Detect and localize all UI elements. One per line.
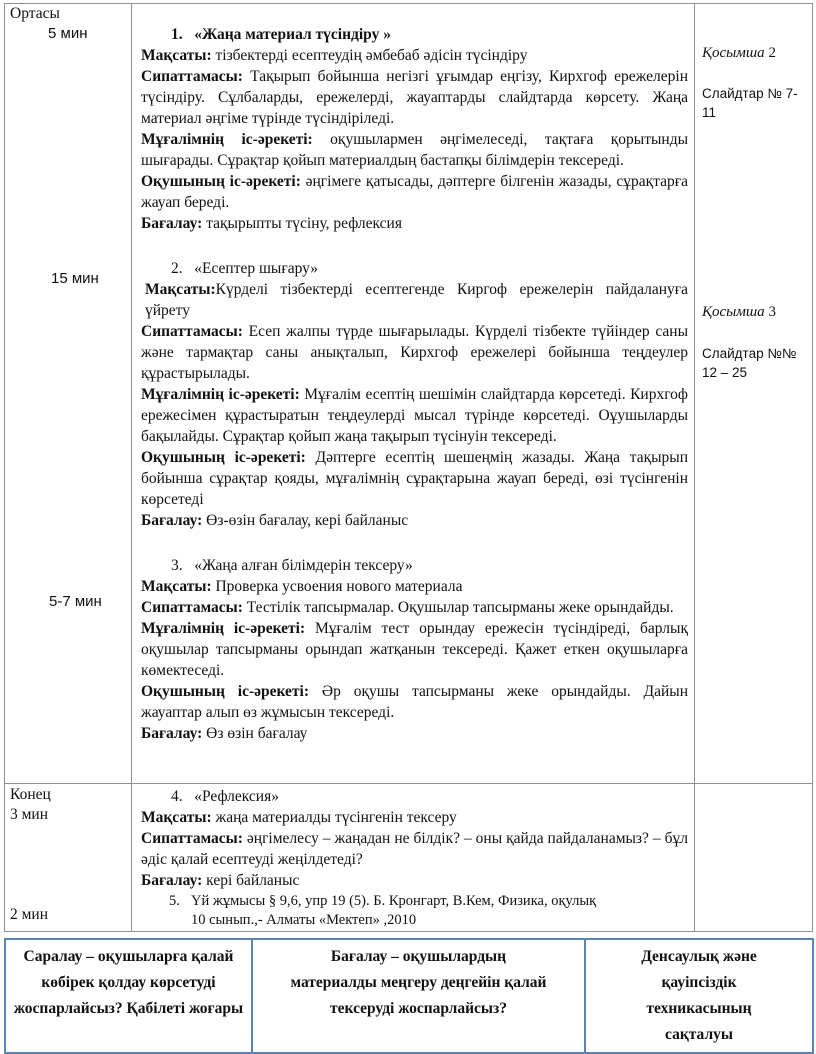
student-label: Оқушының іс-әрекеті: — [141, 449, 306, 466]
resource-2: Қосымша 3 — [702, 304, 776, 320]
resources-cell-end — [695, 784, 813, 932]
teacher-text: оқушылармен әңгімелеседі, тақтаға қорытынды шығарады. Сұрақтар қойып материалдың бастапқы білімдерін тексереді. — [141, 131, 688, 169]
time-label: 5 мин — [48, 25, 88, 42]
resource-2-slides: Слайдтар №№ 12 – 25 — [702, 346, 797, 380]
health-safety-cell: Денсаулық және қауіпсіздік техникасының сақталуы — [585, 939, 813, 1053]
resources-cell — [695, 4, 813, 784]
time-label: 5-7 мин — [49, 593, 102, 610]
assessment-text: кері байланыс — [202, 872, 300, 889]
goal-text: Күрделі тізбектерді есептегенде Киргоф ережелерін пайдалануға үйрету — [145, 281, 688, 319]
content-cell-middle — [132, 4, 695, 784]
assessment-label: Бағалау: — [141, 512, 203, 529]
stage-middle-label: Ортасы — [10, 5, 60, 22]
assessment-text: Өз өзін бағалау — [202, 725, 308, 742]
assessment-label: Бағалау: — [141, 725, 203, 742]
stage-end-label: Конец — [10, 786, 51, 803]
resource-1: Қосымша 2 — [702, 45, 776, 61]
homework-line: Үй жұмысы § 9,6, упр 19 (5). Б. Кронгарт, В.Кем, Физика, оқулық — [191, 893, 597, 909]
section-title: 2. «Есептер шығару» — [171, 260, 319, 277]
description-label: Сипаттамасы: — [141, 599, 243, 616]
student-label: Оқушының іс-әрекеті: — [141, 173, 301, 190]
homework-num: 5. — [169, 893, 180, 909]
teacher-label: Мұғалімнің іс-әрекеті: — [141, 620, 306, 637]
teacher-label: Мұғалімнің іс-әрекеті: — [141, 131, 313, 148]
time-label: 3 мин — [10, 806, 49, 823]
teacher-text: Мұғалім тест орындау ережесін түсіндіреді, барлық оқушылар тапсырманы орындап жатқанын тексереді. Қажет еткен оқушыларға көмектеседі. — [141, 620, 688, 679]
section-2 — [141, 258, 688, 531]
student-text: әңгімеге қатысады, дәптерге білгенін жазады, сұрақтарға жауап береді. — [141, 173, 688, 211]
resource-1-slides: Слайдтар № 7-11 — [702, 86, 798, 120]
homework — [141, 892, 688, 930]
lesson-plan-table — [4, 3, 813, 932]
assessment-label: Бағалау: — [141, 215, 203, 232]
assessment-label: Бағалау: — [141, 872, 203, 889]
assessment-plan-cell: Бағалау – оқушылардың материалды меңгеру деңгейін қалай тексеруді жоспарлайсыз? — [252, 939, 585, 1053]
section-title: 4. «Рефлексия» — [171, 788, 279, 805]
differentiation-cell: Саралау – оқушыларға қалай көбірек қолдау көрсетуді жоспарлайсыз? Қабілеті жоғары — [5, 939, 252, 1053]
homework-line: 10 сынып.,- Алматы «Мектеп» ,2010 — [191, 912, 417, 928]
goal-label: Мақсаты: — [141, 809, 212, 826]
section-title: 3. «Жаңа алған білімдерін тексеру» — [171, 557, 413, 574]
content-cell-end — [132, 784, 695, 932]
description-label: Сипаттамасы: — [141, 830, 243, 847]
time-cell-middle — [5, 4, 132, 784]
teacher-label: Мұғалімнің іс-әрекеті: — [141, 386, 300, 403]
description-text: Есеп жалпы түрде шығарылады. Күрделі тізбекте түйіндер саны және тармақтар саны анықталып, Кирхгоф ережелері бойынша теңдеулер құрастырылады. — [141, 323, 688, 382]
goal-label: Мақсаты: — [145, 281, 216, 298]
description-text: Тақырып бойынша негізгі ұғымдар еңгізу, Кирхгоф ережелерін түсіндіру. Сұлбаларды, ережелерді, жауаптарды слайдтарда көрсету. Жаңа материал әңгіме түрінде түсіндіріледі. — [141, 68, 688, 127]
time-label: 15 мин — [51, 270, 99, 287]
goal-text: Проверка усвоения нового материала — [211, 578, 463, 595]
description-text: Тестілік тапсырмалар. Оқушылар тапсырманы жеке орындайды. — [242, 599, 674, 616]
section-1 — [141, 24, 688, 234]
goal-label: Мақсаты: — [141, 578, 212, 595]
description-text: әңгімелесу – жаңадан не білдік? – оны қайда пайдаланамыз? – бұл әдіс қалай есептеуді жеңілдетеді? — [141, 830, 688, 868]
section-title: 1. «Жаңа материал түсіндіру » — [171, 26, 391, 43]
student-text: Әр оқушы тапсырманы жеке орындайды. Дайын жауаптар алып өз жұмысын тексереді. — [141, 683, 688, 721]
goal-text: тізбектерді есептеудің әмбебаб әдісін түсіндіру — [211, 47, 528, 64]
description-label: Сипаттамасы: — [141, 68, 243, 85]
goal-label: Мақсаты: — [141, 47, 212, 64]
student-text: Дәптерге есептің шешеңмің жазады. Жаңа тақырып бойынша сұрақтар қояды, мұғалімнің сұрақтарына жауап береді, өзі түсінгенін көрсетеді — [141, 449, 688, 508]
description-label: Сипаттамасы: — [141, 323, 243, 340]
time-cell-end — [5, 784, 132, 932]
section-3 — [141, 555, 688, 744]
assessment-text: Өз-өзін бағалау, кері байланыс — [202, 512, 409, 529]
assessment-text: тақырыпты түсіну, рефлексия — [202, 215, 402, 232]
student-label: Оқушының іс-әрекеті: — [141, 683, 310, 700]
goal-text: жаңа материалды түсінгенін тексеру — [211, 809, 457, 826]
planning-footer-table — [4, 938, 814, 1054]
teacher-text: Мұғалім есептің шешімін слайдтарда көрсетеді. Кирхгоф ережесімен құрастыратын теңдеулерді мысал түрінде көрсетеді. Оұушыларды бақылайды. Сұрақтар қойып жаңа тақырып түсінуін тексереді. — [141, 386, 688, 445]
time-label: 2 мин — [10, 906, 49, 923]
